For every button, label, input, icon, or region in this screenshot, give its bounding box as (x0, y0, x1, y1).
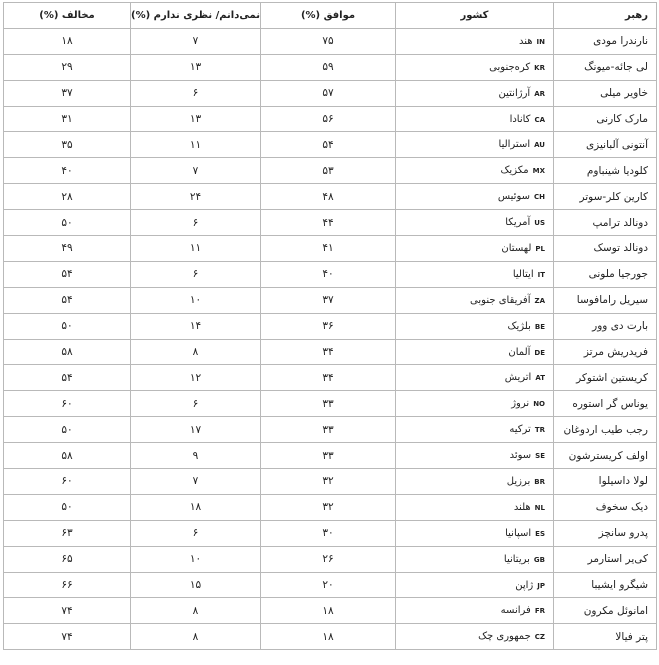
country-name: سوئیس (497, 191, 530, 203)
approve-cell: ۳۳ (261, 417, 396, 443)
disapprove-cell: ۲۸ (4, 184, 131, 210)
leader-cell: دیک سخوف (554, 494, 657, 520)
leader-cell: کارین کلر-سوتر (554, 184, 657, 210)
country-name: مکزیک (500, 165, 529, 177)
country-name: آرژانتین (498, 87, 531, 99)
leader-cell: نارندرا مودی (554, 28, 657, 54)
disapprove-cell: ۵۴ (4, 287, 131, 313)
country-cell (396, 287, 554, 313)
approve-cell: ۱۸ (261, 598, 396, 624)
table-row (4, 184, 657, 210)
dont-know-cell: ۱۴ (131, 313, 261, 339)
approve-cell: ۵۳ (261, 158, 396, 184)
approve-cell: ۵۴ (261, 132, 396, 158)
approve-cell: ۴۰ (261, 261, 396, 287)
country-name: کانادا (509, 113, 531, 125)
country-cell (396, 313, 554, 339)
table-row (4, 365, 657, 391)
country-name: لهستان (501, 242, 532, 254)
country-cell (396, 572, 554, 598)
table-row (4, 28, 657, 54)
leader-cell: کلودیا شینباوم (554, 158, 657, 184)
dont-know-cell: ۱۱ (131, 236, 261, 262)
disapprove-cell: ۳۱ (4, 106, 131, 132)
approve-cell: ۳۴ (261, 365, 396, 391)
table-row (4, 417, 657, 443)
country-name: کره‌جنوبی (489, 61, 531, 73)
dont-know-cell: ۱۳ (131, 106, 261, 132)
country-code: TR (534, 426, 545, 435)
table-row (4, 391, 657, 417)
country-code: IN (536, 37, 545, 46)
leader-cell: لولا داسیلوا (554, 469, 657, 495)
leader-cell: آنتونی آلبانیزی (554, 132, 657, 158)
country-cell (396, 469, 554, 495)
leader-cell: یوناس گر استوره (554, 391, 657, 417)
country-cell (396, 210, 554, 236)
leader-cell: دونالد ترامپ (554, 210, 657, 236)
country-code: SE (535, 452, 545, 461)
leader-cell: رجب طیب اردوغان (554, 417, 657, 443)
dont-know-cell: ۱۱ (131, 132, 261, 158)
table-row (4, 80, 657, 106)
table-row (4, 261, 657, 287)
dont-know-cell: ۶ (131, 391, 261, 417)
leader-cell: کریستین اشتوکر (554, 365, 657, 391)
approve-cell: ۳۳ (261, 391, 396, 417)
approve-cell: ۵۷ (261, 80, 396, 106)
dont-know-cell: ۶ (131, 80, 261, 106)
country-code: CA (534, 115, 545, 124)
leader-cell: امانوئل مکرون (554, 598, 657, 624)
leader-cell: دونالد توسک (554, 236, 657, 262)
disapprove-cell: ۶۵ (4, 546, 131, 572)
country-name: نروژ (511, 398, 530, 410)
country-name: هند (518, 35, 533, 47)
country-name: ترکیه (509, 424, 531, 436)
disapprove-cell: ۲۹ (4, 54, 131, 80)
leader-cell: بارت دی وور (554, 313, 657, 339)
country-name: اتریش (504, 372, 532, 384)
table-row (4, 210, 657, 236)
leader-cell: پتر فیالا (554, 624, 657, 650)
table-row (4, 106, 657, 132)
country-code: GB (533, 555, 545, 564)
country-cell (396, 494, 554, 520)
dont-know-cell: ۸ (131, 598, 261, 624)
approve-cell: ۳۰ (261, 520, 396, 546)
disapprove-cell: ۴۰ (4, 158, 131, 184)
disapprove-cell: ۵۰ (4, 417, 131, 443)
disapprove-cell: ۵۰ (4, 210, 131, 236)
country-name: فرانسه (500, 605, 531, 617)
country-cell (396, 546, 554, 572)
country-name: بلژیک (507, 320, 531, 332)
leader-cell: لی جائه-میونگ (554, 54, 657, 80)
country-code: NL (534, 503, 545, 512)
country-name: سوئد (509, 450, 532, 462)
country-cell (396, 80, 554, 106)
country-code: NO (533, 400, 545, 409)
approve-cell: ۴۴ (261, 210, 396, 236)
country-name: بریتانیا (503, 553, 530, 565)
country-cell (396, 624, 554, 650)
disapprove-cell: ۶۳ (4, 520, 131, 546)
header-approve: موافق (%) (261, 3, 396, 29)
disapprove-cell: ۶۶ (4, 572, 131, 598)
leader-cell: خاویر میلی (554, 80, 657, 106)
approve-cell: ۴۸ (261, 184, 396, 210)
country-name: استرالیا (498, 139, 531, 151)
country-cell (396, 158, 554, 184)
country-code: IT (537, 270, 545, 279)
dont-know-cell: ۶ (131, 520, 261, 546)
header-leader: رهبر (554, 3, 657, 29)
dont-know-cell: ۷ (131, 158, 261, 184)
leader-cell: اولف کریسترشون (554, 443, 657, 469)
country-cell (396, 598, 554, 624)
dont-know-cell: ۱۷ (131, 417, 261, 443)
leader-cell: کی‌یر استارمر (554, 546, 657, 572)
table-row (4, 572, 657, 598)
country-cell (396, 417, 554, 443)
country-code: MX (532, 167, 545, 176)
table-row (4, 236, 657, 262)
dont-know-cell: ۱۰ (131, 287, 261, 313)
country-code: US (534, 219, 545, 228)
dont-know-cell: ۶ (131, 210, 261, 236)
leader-approval-table (3, 2, 657, 650)
country-cell (396, 106, 554, 132)
country-name: آلمان (508, 346, 531, 358)
disapprove-cell: ۵۴ (4, 365, 131, 391)
country-cell (396, 132, 554, 158)
country-cell (396, 443, 554, 469)
approve-cell: ۱۸ (261, 624, 396, 650)
disapprove-cell: ۵۸ (4, 339, 131, 365)
table-row (4, 520, 657, 546)
dont-know-cell: ۱۲ (131, 365, 261, 391)
country-name: ایتالیا (512, 268, 534, 280)
dont-know-cell: ۱۳ (131, 54, 261, 80)
approve-cell: ۵۹ (261, 54, 396, 80)
table-row (4, 132, 657, 158)
country-cell (396, 184, 554, 210)
disapprove-cell: ۳۷ (4, 80, 131, 106)
approve-cell: ۳۳ (261, 443, 396, 469)
approve-cell: ۳۷ (261, 287, 396, 313)
disapprove-cell: ۶۰ (4, 469, 131, 495)
table-row (4, 158, 657, 184)
header-disapprove: مخالف (%) (4, 3, 131, 29)
dont-know-cell: ۶ (131, 261, 261, 287)
country-cell (396, 28, 554, 54)
disapprove-cell: ۵۰ (4, 313, 131, 339)
approve-cell: ۷۵ (261, 28, 396, 54)
dont-know-cell: ۹ (131, 443, 261, 469)
country-name: آفریقای جنوبی (470, 294, 531, 306)
approve-cell: ۴۱ (261, 236, 396, 262)
table-row (4, 546, 657, 572)
leader-cell: سیریل رامافوسا (554, 287, 657, 313)
country-code: AU (534, 141, 545, 150)
dont-know-cell: ۸ (131, 624, 261, 650)
table-row (4, 54, 657, 80)
table-row (4, 313, 657, 339)
disapprove-cell: ۱۸ (4, 28, 131, 54)
leader-cell: شیگرو ایشیبا (554, 572, 657, 598)
dont-know-cell: ۱۸ (131, 494, 261, 520)
approve-cell: ۳۲ (261, 494, 396, 520)
country-code: ES (535, 529, 545, 538)
disapprove-cell: ۳۵ (4, 132, 131, 158)
country-code: FR (534, 607, 545, 616)
country-code: PL (535, 244, 545, 253)
disapprove-cell: ۵۴ (4, 261, 131, 287)
country-cell (396, 54, 554, 80)
country-name: آمریکا (505, 217, 531, 229)
disapprove-cell: ۷۴ (4, 624, 131, 650)
country-cell (396, 339, 554, 365)
dont-know-cell: ۸ (131, 339, 261, 365)
country-name: برزیل (506, 475, 531, 487)
country-name: اسپانیا (505, 527, 532, 539)
table-row (4, 443, 657, 469)
dont-know-cell: ۷ (131, 469, 261, 495)
leader-cell: پدرو سانچز (554, 520, 657, 546)
country-code: CZ (534, 633, 545, 642)
country-code: ZA (534, 296, 545, 305)
country-name: جمهوری چک (478, 631, 531, 643)
country-cell (396, 391, 554, 417)
country-cell (396, 261, 554, 287)
country-code: DE (534, 348, 545, 357)
country-code: AR (534, 89, 545, 98)
dont-know-cell: ۷ (131, 28, 261, 54)
disapprove-cell: ۵۰ (4, 494, 131, 520)
disapprove-cell: ۷۴ (4, 598, 131, 624)
header-country: کشور (396, 3, 554, 29)
disapprove-cell: ۴۹ (4, 236, 131, 262)
country-cell (396, 520, 554, 546)
approve-cell: ۳۴ (261, 339, 396, 365)
table-row (4, 624, 657, 650)
approve-cell: ۵۶ (261, 106, 396, 132)
country-cell (396, 365, 554, 391)
leader-cell: مارک کارنی (554, 106, 657, 132)
table-header-row (4, 3, 657, 29)
country-code: BE (534, 322, 545, 331)
country-cell (396, 236, 554, 262)
table-row (4, 469, 657, 495)
disapprove-cell: ۵۸ (4, 443, 131, 469)
table-row (4, 287, 657, 313)
country-code: KR (534, 63, 545, 72)
table-row (4, 339, 657, 365)
leader-cell: فریدریش مرتز (554, 339, 657, 365)
approve-cell: ۲۰ (261, 572, 396, 598)
table-row (4, 598, 657, 624)
dont-know-cell: ۱۰ (131, 546, 261, 572)
disapprove-cell: ۶۰ (4, 391, 131, 417)
country-code: AT (535, 374, 545, 383)
table-row (4, 494, 657, 520)
header-dont-know: نمی‌دانم/ نظری ندارم (%) (131, 3, 261, 29)
approve-cell: ۲۶ (261, 546, 396, 572)
approve-cell: ۳۶ (261, 313, 396, 339)
country-name: هلند (513, 501, 531, 513)
approve-cell: ۳۲ (261, 469, 396, 495)
country-code: BR (534, 477, 545, 486)
country-code: JP (537, 581, 545, 590)
dont-know-cell: ۲۴ (131, 184, 261, 210)
country-name: ژاپن (515, 579, 534, 591)
dont-know-cell: ۱۵ (131, 572, 261, 598)
country-code: CH (534, 193, 545, 202)
leader-cell: جورجیا ملونی (554, 261, 657, 287)
